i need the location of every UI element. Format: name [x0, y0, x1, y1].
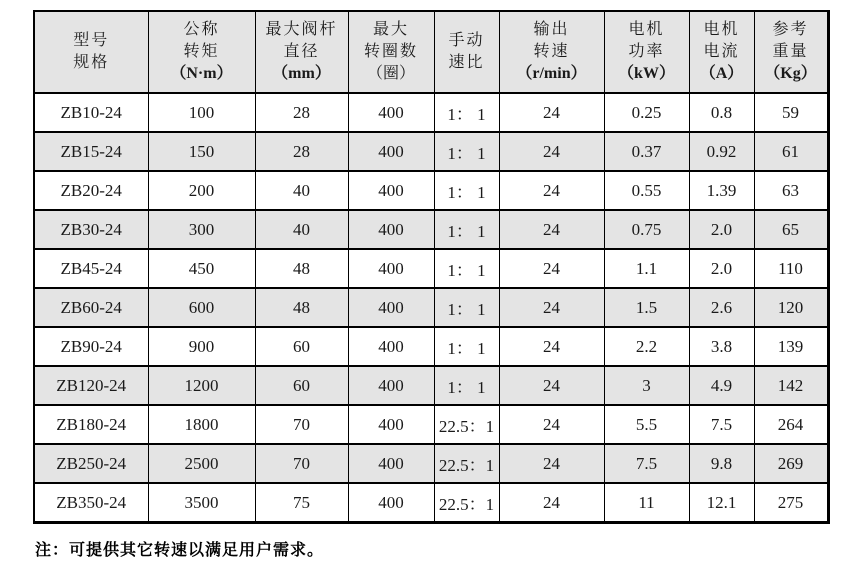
value-cell: 400	[348, 327, 434, 366]
value-cell: 0.75	[604, 210, 689, 249]
value-cell: 139	[754, 327, 828, 366]
column-header-line: 规格	[73, 54, 110, 71]
column-header	[604, 11, 689, 93]
value-cell: 2.0	[689, 210, 754, 249]
value-cell: 2.2	[604, 327, 689, 366]
column-header-unit: （圈）	[366, 65, 415, 82]
value-cell: 450	[148, 249, 255, 288]
value-cell: 1200	[148, 366, 255, 405]
value-cell: 1： 1	[434, 288, 499, 327]
column-header-line: 最大	[372, 21, 409, 38]
value-cell: 24	[499, 483, 604, 523]
value-cell: 75	[255, 483, 348, 523]
value-cell: 48	[255, 288, 348, 327]
value-cell: 9.8	[689, 444, 754, 483]
value-cell: 24	[499, 366, 604, 405]
value-cell: 59	[754, 93, 828, 132]
model-cell: ZB45-24	[34, 249, 148, 288]
column-header-line: 速比	[448, 54, 485, 71]
value-cell: 22.5：1	[434, 405, 499, 444]
table-row	[34, 249, 828, 288]
value-cell: 0.25	[604, 93, 689, 132]
column-header-line: 最大阀杆	[265, 21, 338, 38]
value-cell: 40	[255, 171, 348, 210]
model-cell: ZB180-24	[34, 405, 148, 444]
value-cell: 3500	[148, 483, 255, 523]
value-cell: 1： 1	[434, 249, 499, 288]
value-cell: 5.5	[604, 405, 689, 444]
value-cell: 1： 1	[434, 366, 499, 405]
value-cell: 1： 1	[434, 132, 499, 171]
value-cell: 150	[148, 132, 255, 171]
model-cell: ZB15-24	[34, 132, 148, 171]
table-row	[34, 132, 828, 171]
table-row	[34, 405, 828, 444]
value-cell: 65	[754, 210, 828, 249]
value-cell: 2500	[148, 444, 255, 483]
table-row	[34, 93, 828, 132]
value-cell: 12.1	[689, 483, 754, 523]
value-cell: 120	[754, 288, 828, 327]
column-header-unit: （mm）	[272, 65, 331, 82]
model-cell: ZB60-24	[34, 288, 148, 327]
column-header-line: 公称	[183, 21, 220, 38]
value-cell: 40	[255, 210, 348, 249]
column-header-line: 电机	[703, 21, 740, 38]
value-cell: 48	[255, 249, 348, 288]
value-cell: 400	[348, 366, 434, 405]
column-header	[499, 11, 604, 93]
value-cell: 400	[348, 210, 434, 249]
column-header	[434, 11, 499, 93]
column-header-unit: （r/min）	[516, 65, 587, 82]
model-cell: ZB350-24	[34, 483, 148, 523]
column-header-line: 转速	[533, 43, 570, 60]
value-cell: 70	[255, 444, 348, 483]
value-cell: 24	[499, 405, 604, 444]
value-cell: 24	[499, 93, 604, 132]
model-cell: ZB30-24	[34, 210, 148, 249]
model-cell: ZB10-24	[34, 93, 148, 132]
value-cell: 11	[604, 483, 689, 523]
value-cell: 7.5	[689, 405, 754, 444]
value-cell: 24	[499, 210, 604, 249]
column-header	[255, 11, 348, 93]
value-cell: 1.5	[604, 288, 689, 327]
value-cell: 4.9	[689, 366, 754, 405]
value-cell: 22.5：1	[434, 483, 499, 523]
column-header-unit: （A）	[699, 65, 744, 82]
column-header-line: 输出	[533, 21, 570, 38]
value-cell: 900	[148, 327, 255, 366]
table-row	[34, 483, 828, 523]
actuator-spec-table	[33, 10, 830, 524]
value-cell: 600	[148, 288, 255, 327]
model-cell: ZB90-24	[34, 327, 148, 366]
value-cell: 0.37	[604, 132, 689, 171]
column-header-line: 直径	[283, 43, 320, 60]
value-cell: 2.6	[689, 288, 754, 327]
value-cell: 1： 1	[434, 93, 499, 132]
value-cell: 1800	[148, 405, 255, 444]
column-header-line: 电机	[628, 21, 665, 38]
column-header-line: 电流	[703, 43, 740, 60]
value-cell: 0.55	[604, 171, 689, 210]
column-header-unit: （N·m）	[170, 65, 233, 82]
footnote: 注：可提供其它转速以满足用户需求。	[35, 542, 325, 559]
column-header-line: 转圈数	[363, 43, 418, 60]
value-cell: 63	[754, 171, 828, 210]
value-cell: 300	[148, 210, 255, 249]
model-cell: ZB250-24	[34, 444, 148, 483]
model-cell: ZB120-24	[34, 366, 148, 405]
model-cell: ZB20-24	[34, 171, 148, 210]
value-cell: 1： 1	[434, 171, 499, 210]
value-cell: 24	[499, 288, 604, 327]
value-cell: 60	[255, 327, 348, 366]
value-cell: 3.8	[689, 327, 754, 366]
value-cell: 264	[754, 405, 828, 444]
value-cell: 100	[148, 93, 255, 132]
value-cell: 24	[499, 132, 604, 171]
value-cell: 400	[348, 93, 434, 132]
value-cell: 24	[499, 327, 604, 366]
column-header-line: 手动	[448, 32, 485, 49]
table-row	[34, 366, 828, 405]
header-row	[34, 11, 828, 93]
value-cell: 0.8	[689, 93, 754, 132]
column-header-unit: （Kg）	[764, 65, 817, 82]
column-header-line: 重量	[772, 43, 809, 60]
column-header	[754, 11, 828, 93]
table-row	[34, 210, 828, 249]
value-cell: 142	[754, 366, 828, 405]
value-cell: 400	[348, 483, 434, 523]
value-cell: 400	[348, 405, 434, 444]
value-cell: 400	[348, 444, 434, 483]
column-header-unit: （kW）	[618, 65, 675, 82]
value-cell: 200	[148, 171, 255, 210]
column-header-line: 转矩	[183, 43, 220, 60]
value-cell: 24	[499, 444, 604, 483]
column-header	[148, 11, 255, 93]
value-cell: 0.92	[689, 132, 754, 171]
value-cell: 1.39	[689, 171, 754, 210]
value-cell: 70	[255, 405, 348, 444]
column-header	[34, 11, 148, 93]
value-cell: 60	[255, 366, 348, 405]
value-cell: 22.5：1	[434, 444, 499, 483]
value-cell: 1.1	[604, 249, 689, 288]
value-cell: 7.5	[604, 444, 689, 483]
column-header	[689, 11, 754, 93]
value-cell: 400	[348, 171, 434, 210]
table-header	[34, 11, 828, 93]
value-cell: 400	[348, 249, 434, 288]
value-cell: 269	[754, 444, 828, 483]
value-cell: 24	[499, 171, 604, 210]
value-cell: 28	[255, 93, 348, 132]
value-cell: 61	[754, 132, 828, 171]
table-row	[34, 288, 828, 327]
column-header-line: 功率	[628, 43, 665, 60]
value-cell: 1： 1	[434, 210, 499, 249]
table-row	[34, 444, 828, 483]
value-cell: 2.0	[689, 249, 754, 288]
value-cell: 1： 1	[434, 327, 499, 366]
value-cell: 275	[754, 483, 828, 523]
table-row	[34, 171, 828, 210]
column-header	[348, 11, 434, 93]
value-cell: 110	[754, 249, 828, 288]
table-row	[34, 327, 828, 366]
column-header-line: 型号	[73, 32, 110, 49]
column-header-line: 参考	[772, 21, 809, 38]
value-cell: 24	[499, 249, 604, 288]
value-cell: 400	[348, 132, 434, 171]
value-cell: 400	[348, 288, 434, 327]
value-cell: 28	[255, 132, 348, 171]
value-cell: 3	[604, 366, 689, 405]
